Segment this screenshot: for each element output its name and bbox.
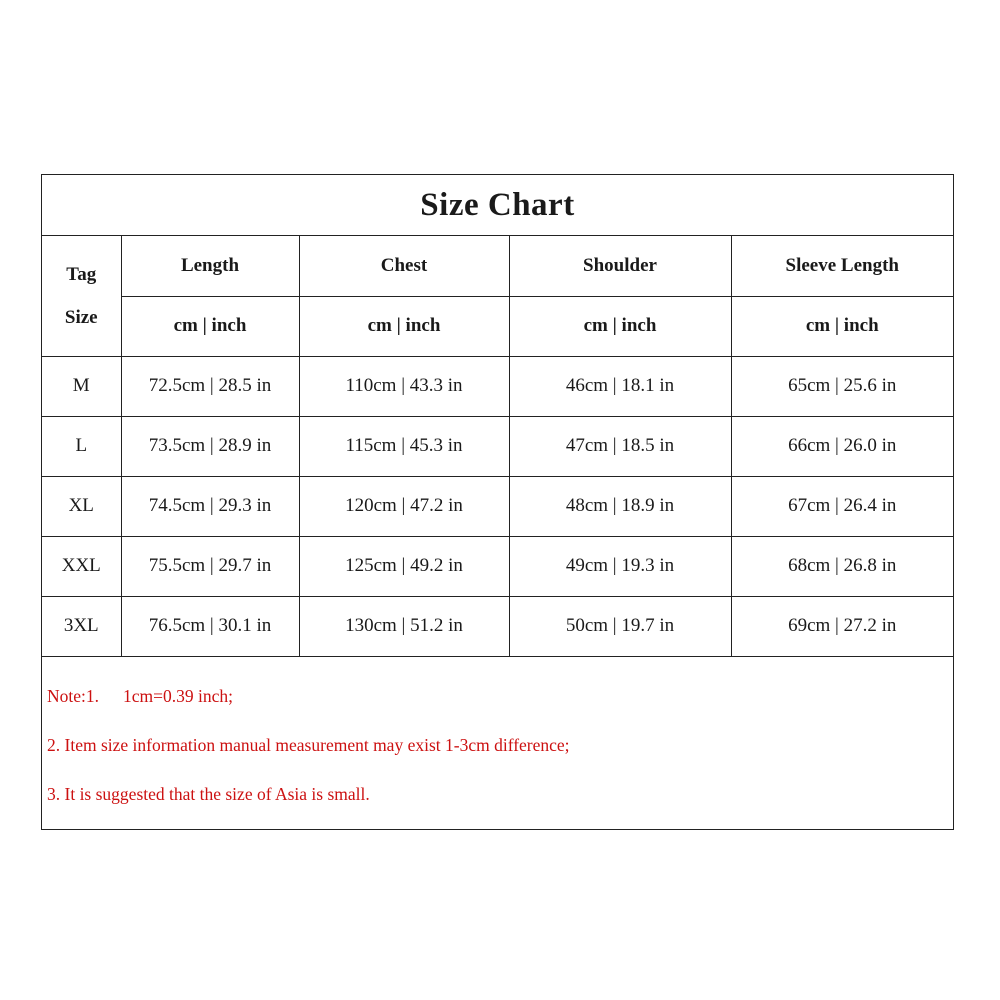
note-1-prefix: Note:1. [47,686,100,706]
size-cell: XXL [42,536,121,596]
size-cell: XL [42,476,121,536]
tag-label: Tag [66,263,97,285]
table-row [42,476,953,536]
size-chart [41,174,954,830]
size-label: Size [64,306,98,328]
size-cell: 3XL [42,596,121,656]
chest-cell: 110cm | 43.3 in [299,356,509,416]
chart-title: Size Chart [42,175,953,236]
header-row [42,236,953,296]
unit-label-sleeve: cm | inch [731,296,953,356]
shoulder-cell: 47cm | 18.5 in [509,416,731,476]
size-table [42,236,953,657]
sleeve-cell: 65cm | 25.6 in [731,356,953,416]
unit-row [42,296,953,356]
unit-label-length: cm | inch [121,296,299,356]
shoulder-cell: 48cm | 18.9 in [509,476,731,536]
tag-size-header [42,236,121,356]
unit-label-shoulder: cm | inch [509,296,731,356]
sleeve-cell: 68cm | 26.8 in [731,536,953,596]
length-cell: 72.5cm | 28.5 in [121,356,299,416]
table-row [42,536,953,596]
column-header-chest: Chest [299,236,509,296]
table-row [42,356,953,416]
chest-cell: 120cm | 47.2 in [299,476,509,536]
length-cell: 73.5cm | 28.9 in [121,416,299,476]
table-row [42,596,953,656]
column-header-sleeve-length: Sleeve Length [731,236,953,296]
length-cell: 74.5cm | 29.3 in [121,476,299,536]
note-3: 3. It is suggested that the size of Asia is small. [47,784,370,804]
unit-label-chest: cm | inch [299,296,509,356]
length-cell: 76.5cm | 30.1 in [121,596,299,656]
length-cell: 75.5cm | 29.7 in [121,536,299,596]
chest-cell: 130cm | 51.2 in [299,596,509,656]
sleeve-cell: 66cm | 26.0 in [731,416,953,476]
column-header-length: Length [121,236,299,296]
column-header-shoulder: Shoulder [509,236,731,296]
chest-cell: 115cm | 45.3 in [299,416,509,476]
shoulder-cell: 50cm | 19.7 in [509,596,731,656]
table-row [42,416,953,476]
size-cell: L [42,416,121,476]
size-cell: M [42,356,121,416]
shoulder-cell: 46cm | 18.1 in [509,356,731,416]
shoulder-cell: 49cm | 19.3 in [509,536,731,596]
chest-cell: 125cm | 49.2 in [299,536,509,596]
sleeve-cell: 67cm | 26.4 in [731,476,953,536]
note-1-text: 1cm=0.39 inch; [123,686,234,706]
note-2: 2. Item size information manual measurement may exist 1-3cm difference; [47,735,570,755]
sleeve-cell: 69cm | 27.2 in [731,596,953,656]
note-1 [47,686,233,707]
